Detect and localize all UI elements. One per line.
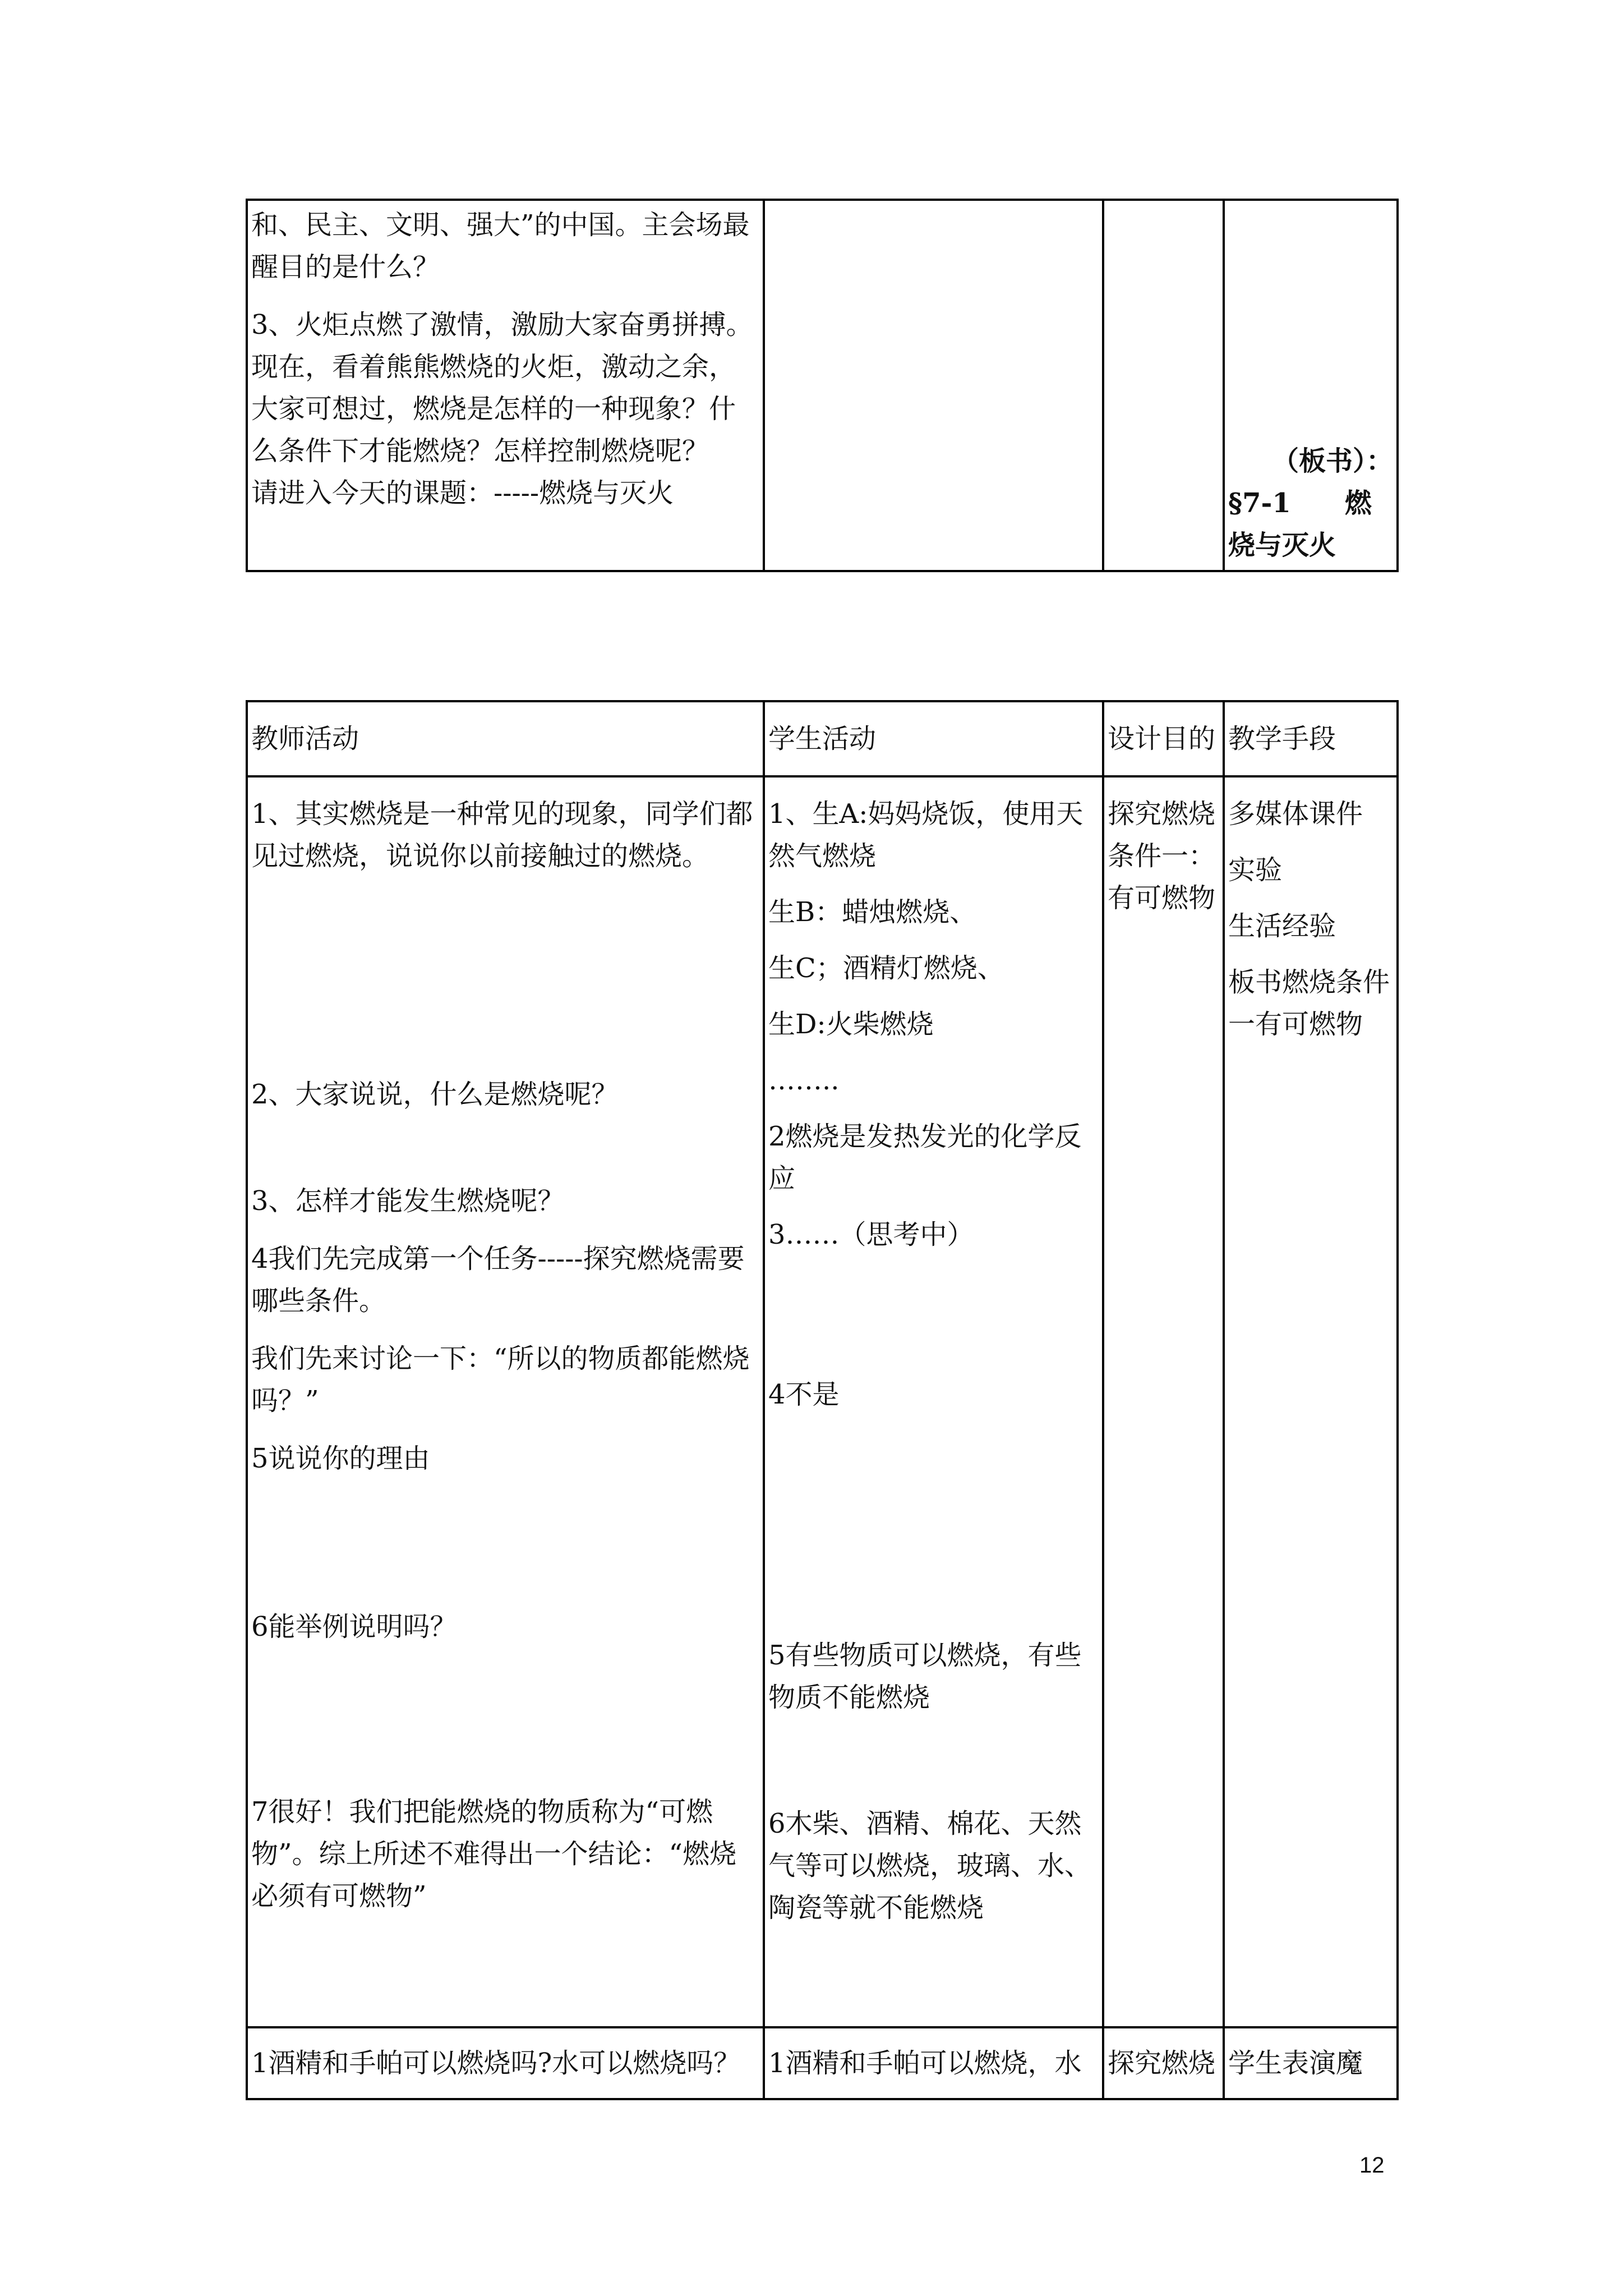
lesson-table-continued xyxy=(246,199,1399,572)
text-paragraph: 和、民主、文明、强大”的中国。主会场最醒目的是什么？ xyxy=(251,209,750,283)
text-paragraph: 生D:火柴燃烧 xyxy=(768,1009,934,1040)
page-number: 12 xyxy=(1359,2153,1385,2178)
student-activity-cell: 1酒精和手帕可以燃烧，水 xyxy=(764,2027,1103,2099)
text-paragraph: 3、火炬点燃了激情，激励大家奋勇拼搏。现在，看着熊熊燃烧的火炬，激动之余，大家可想过，燃烧是怎样的一种现象？什么条件下才能燃烧？怎样控制燃烧呢？ xyxy=(251,309,753,467)
text-paragraph: 生活经验 xyxy=(1228,910,1336,942)
design-purpose-cell xyxy=(1103,776,1224,2027)
table-header-row xyxy=(247,701,1398,776)
header-student-activity: 学生活动 xyxy=(764,701,1103,776)
table-row xyxy=(247,2027,1398,2099)
text-paragraph: 6木柴、酒精、棉花、天然气等可以燃烧，玻璃、水、陶瓷等就不能燃烧 xyxy=(768,1808,1092,1924)
student-activity-cell xyxy=(764,776,1103,2027)
text-paragraph: 多媒体课件 xyxy=(1228,798,1363,830)
header-teacher-activity: 教师活动 xyxy=(247,701,764,776)
text-paragraph: 实验 xyxy=(1228,854,1283,886)
student-activity-cell xyxy=(764,200,1103,571)
text-paragraph: 1、生A:妈妈烧饭，使用天然气燃烧 xyxy=(768,798,1083,872)
text-paragraph: 3……（思考中） xyxy=(768,1219,974,1250)
text-paragraph: 7很好！我们把能燃烧的物质称为“可燃物”。综上所述不难得出一个结论：“燃烧必须有可燃物” xyxy=(251,1796,737,1912)
text-paragraph: 5说说你的理由 xyxy=(251,1443,430,1474)
lesson-table xyxy=(246,700,1399,2100)
text-paragraph: 探究燃烧条件一：有可燃物 xyxy=(1108,798,1216,914)
text-paragraph: 1、其实燃烧是一种常见的现象，同学们都见过燃烧，说说你以前接触过的燃烧。 xyxy=(251,798,753,872)
text-paragraph: 请进入今天的课题：-----燃烧与灭火 xyxy=(251,477,674,509)
text-paragraph: 我们先来讨论一下：“所以的物质都能燃烧吗？” xyxy=(251,1343,750,1416)
design-purpose-cell xyxy=(1103,200,1224,571)
text-paragraph: …….. xyxy=(768,1065,840,1096)
table-row xyxy=(247,776,1398,2027)
text-paragraph: 4不是 xyxy=(768,1379,840,1410)
header-design-purpose: 设计目的 xyxy=(1103,701,1224,776)
text-paragraph: 4我们先完成第一个任务-----探究燃烧需要哪些条件。 xyxy=(251,1243,745,1317)
teaching-means-cell xyxy=(1224,776,1398,2027)
text-paragraph: 生B：蜡烛燃烧、 xyxy=(768,896,977,928)
text-paragraph: 生C；酒精灯燃烧、 xyxy=(768,953,1004,984)
teaching-means-cell: 学生表演魔 xyxy=(1224,2027,1398,2099)
teaching-means-cell xyxy=(1224,200,1398,571)
text-paragraph: 2燃烧是发热发光的化学反应 xyxy=(768,1121,1082,1194)
teacher-activity-cell xyxy=(247,776,764,2027)
board-note-label: （板书）： xyxy=(1271,445,1393,477)
teacher-activity-cell: 1酒精和手帕可以燃烧吗?水可以燃烧吗？ xyxy=(247,2027,764,2099)
design-purpose-cell: 探究燃烧 xyxy=(1103,2027,1224,2099)
header-teaching-means: 教学手段 xyxy=(1224,701,1398,776)
text-paragraph: 2、大家说说，什么是燃烧呢？ xyxy=(251,1079,619,1110)
text-paragraph: 6能举例说明吗？ xyxy=(251,1611,457,1642)
text-paragraph: 3、怎样才能发生燃烧呢？ xyxy=(251,1185,565,1217)
text-paragraph: 板书燃烧条件一有可燃物 xyxy=(1228,967,1390,1040)
board-note-title: §7-1 燃烧与灭火 xyxy=(1228,487,1372,561)
text-paragraph: 5有些物质可以燃烧，有些物质不能燃烧 xyxy=(768,1640,1082,1713)
teacher-activity-cell xyxy=(247,200,764,571)
